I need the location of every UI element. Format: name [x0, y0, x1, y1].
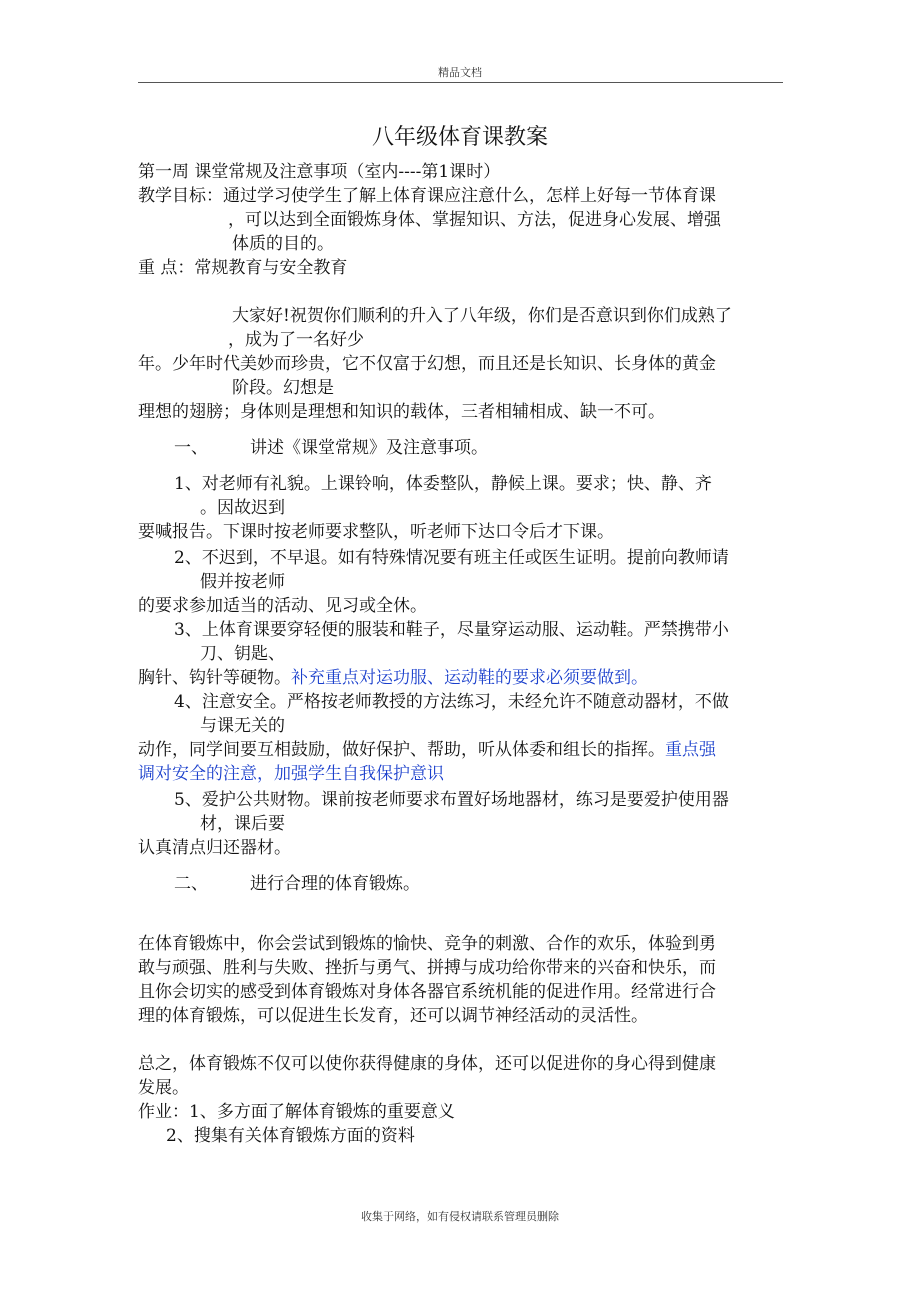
- page-header: 精品文档: [438, 66, 482, 79]
- item-5-line-1: 5、爱护公共财物。课前按老师要求布置好场地器材，练习是要爱护使用器: [174, 790, 729, 810]
- item-4-text: 动作，同学间要互相鼓励，做好保护、帮助，听从体委和组长的指挥。: [138, 740, 665, 760]
- goal-line-3: 体质的目的。: [232, 234, 334, 254]
- paragraph-2-line-1: 总之，体育锻炼不仅可以使你获得健康的身体，还可以促进你的身心得到健康: [138, 1054, 716, 1074]
- paragraph-1-line-4: 理的体育锻炼，可以促进生长发育，还可以调节神经活动的灵活性。: [138, 1006, 648, 1026]
- intro-line-1: 大家好!祝贺你们顺利的升入了八年级，你们是否意识到你们成熟了: [232, 306, 732, 326]
- document-title: 八年级体育课教案: [371, 125, 548, 150]
- item-3-highlight: 补充重点对运功服、运动鞋的要求必须要做到。: [291, 668, 648, 688]
- week-line: 第一周 课堂常规及注意事项（室内----第1课时）: [138, 162, 501, 182]
- goal-line-1: 教学目标：通过学习使学生了解上体育课应注意什么，怎样上好每一节体育课: [138, 186, 716, 206]
- item-1-line-1: 1、对老师有礼貌。上课铃响，体委整队，静候上课。要求；快、静、齐: [174, 474, 712, 494]
- section-2-heading: 进行合理的体育锻炼。: [250, 874, 420, 894]
- item-3-line-2: 刀、钥匙、: [200, 644, 285, 664]
- item-4-line-2: 与课无关的: [200, 716, 285, 736]
- intro-line-2: ，成为了一名好少: [228, 330, 364, 350]
- intro-line-4: 阶段。幻想是: [232, 378, 334, 398]
- item-3-line-3: [138, 666, 648, 690]
- item-3-text: 胸针、钩针等硬物。: [138, 668, 291, 688]
- goal-line-2: ，可以达到全面锻炼身体、掌握知识、方法，促进身心发展、增强: [228, 210, 721, 230]
- item-4-highlight-2: 调对安全的注意，加强学生自我保护意识: [138, 764, 444, 784]
- paragraph-1-line-1: 在体育锻炼中，你会尝试到锻炼的愉快、竞争的刺激、合作的欢乐，体验到勇: [138, 934, 716, 954]
- header-divider: [138, 82, 783, 83]
- item-2-line-2: 假并按老师: [200, 572, 285, 592]
- intro-line-3: 年。少年时代美妙而珍贵，它不仅富于幻想，而且还是长知识、长身体的黄金: [138, 354, 716, 374]
- item-5-line-2: 材，课后要: [200, 814, 285, 834]
- section-1-heading: 讲述《课堂常规》及注意事项。: [250, 438, 488, 458]
- item-1-line-2: 。因故迟到: [200, 498, 285, 518]
- section-1-number: 一、: [174, 438, 208, 458]
- paragraph-2-line-2: 发展。: [138, 1078, 189, 1098]
- item-5-line-3: 认真清点归还器材。: [138, 838, 291, 858]
- homework-line-1: 作业：1、多方面了解体育锻炼的重要意义: [138, 1102, 455, 1122]
- homework-line-2: 2、搜集有关体育锻炼方面的资料: [166, 1126, 415, 1146]
- page-footer: 收集于网络，如有侵权请联系管理员删除: [361, 1210, 559, 1223]
- paragraph-1-line-3: 且你会切实的感受到体育锻炼对身体各器官系统机能的促进作用。经常进行合: [138, 982, 716, 1002]
- focus-line: 重 点：常规教育与安全教育: [138, 258, 348, 278]
- item-4-line-1: 4、注意安全。严格按老师教授的方法练习，未经允许不随意动器材，不做: [174, 692, 729, 712]
- item-4-line-3: [138, 738, 716, 762]
- item-2-line-1: 2、不迟到，不早退。如有特殊情况要有班主任或医生证明。提前向教师请: [174, 548, 729, 568]
- item-4-highlight-1: 重点强: [665, 740, 716, 760]
- item-1-line-3: 要喊报告。下课时按老师要求整队，听老师下达口令后才下课。: [138, 522, 614, 542]
- intro-line-5: 理想的翅膀；身体则是理想和知识的载体，三者相辅相成、缺一不可。: [138, 402, 665, 422]
- paragraph-1-line-2: 敢与顽强、胜利与失败、挫折与勇气、拼搏与成功给你带来的兴奋和快乐，而: [138, 958, 716, 978]
- item-2-line-3: 的要求参加适当的活动、见习或全休。: [138, 596, 427, 616]
- section-2-number: 二、: [174, 874, 208, 894]
- item-3-line-1: 3、上体育课要穿轻便的服装和鞋子，尽量穿运动服、运动鞋。严禁携带小: [174, 620, 729, 640]
